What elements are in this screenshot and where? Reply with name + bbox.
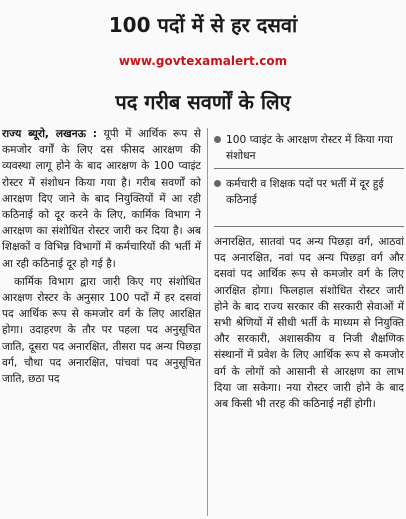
bullet-icon [214,136,221,143]
highlight-box-bottom-rule [214,226,404,227]
byline: राज्य ब्यूरो, लखनऊ : [2,128,98,140]
article-column-left [2,126,201,518]
headline-line-1: 100 पदों में से हर दसवां [108,13,298,37]
article-column-right [214,234,404,518]
article-paragraph-3: अनारक्षित, सातवां पद अन्य पिछड़ा वर्ग, आठवां पद अनारक्षित, नवां पद अन्य पिछड़ा वर्ग और दसवां पद आर्थिक रूप से कमजोर वर्ग के लिए आरक्षित होगा। फिलहाल संशोधित रोस्टर जारी होने के बाद राज्य सरकार की सरकारी सेवाओं में सभी श्रेणियों में सीधी भर्ती के माध्यम से नियुक्ति और सरकारी, अशासकीय व निजी शैक्षणिक संस्थानों में प्रवेश के लिए आर्थिक रूप से कमजोर वर्ग के लोगों को आसानी से आरक्षण का लाभ दिया जा सकेगा। नया रोस्टर जारी होने के बाद अब किसी भी तरह की कठिनाई नहीं होगी। [214,236,404,411]
column-divider [207,128,208,516]
bullet-icon [214,180,221,187]
highlight-item-2 [214,176,404,208]
highlight-separator [214,168,404,169]
highlight-item-1 [214,132,404,164]
article-paragraph-2: कार्मिक विभाग द्वारा जारी किए गए संशोधित आरक्षण रोस्टर के अनुसार 100 पदों में हर दसवां पद आर्थिक रूप से कमजोर वर्ग के लिए आरक्षित होगा। उदाहरण के तौर पर पहला पद अनुसूचित जाति, दूसरा पद अनारक्षित, तीसरा पद अन्य पिछड़ा वर्ग, चौथा पद अनारक्षित, पांचवां पद अनुसूचित जाति, छठा पद [2,275,201,386]
highlight-text-2: कर्मचारी व शिक्षक पदों पर भर्ती में दूर हुई कठिनाई [226,178,384,206]
article-paragraph-1-text: यूपी में आर्थिक रूप से कमजोर वर्गों के लिए दस फीसद आरक्षण की व्यवस्था लागू होने के बाद आरक्षण के 100 प्वाइंट रोस्टर में संशोधन किया गया है। गरीब सवर्णों को आरक्षण दिए जाने के बाद नियुक्तियों में आ रही कठिनाई को दूर करने के लिए, कार्मिक विभाग ने आरक्षण का संशोधित रोस्टर जारी कर दिया है। अब शिक्षकों व विभिन्न विभागों में कर्मचारियों की भर्ती में आ रही कठिनाई दूर हो गई है। [2,128,201,270]
article-paragraph-1 [2,126,201,272]
watermark-url: www.govtexamalert.com [118,54,288,68]
headline-line-2: पद गरीब सवर्णों के लिए [115,90,291,114]
highlight-text-1: 100 प्वाइंट के आरक्षण रोस्टर में किया गया संशोधन [226,134,393,162]
